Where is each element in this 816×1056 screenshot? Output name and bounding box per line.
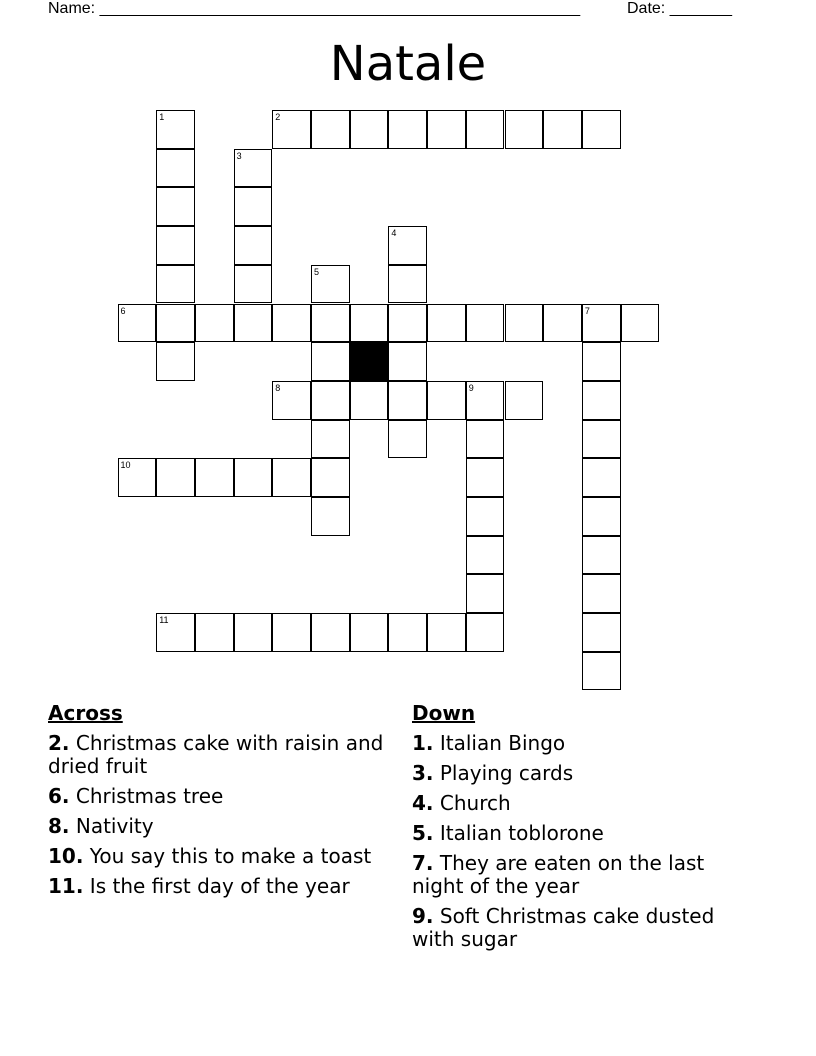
clue-number-label: 7	[584, 305, 590, 316]
clue-number: 7.	[412, 851, 434, 875]
date-field[interactable]: Date: _______	[627, 0, 732, 17]
grid-cell[interactable]	[311, 342, 350, 381]
grid-cell[interactable]	[234, 304, 273, 343]
clue-text: You say this to make a toast	[89, 844, 372, 868]
black-square	[350, 342, 389, 381]
clue-number: 2.	[48, 731, 70, 755]
grid-cell[interactable]	[156, 613, 195, 652]
grid-cell[interactable]	[234, 265, 273, 304]
grid-cell[interactable]	[311, 265, 350, 304]
grid-cell[interactable]	[118, 304, 157, 343]
clue-text: Christmas cake with raisin and dried fruit	[48, 731, 384, 778]
grid-cell[interactable]	[156, 342, 195, 381]
grid-cell[interactable]	[466, 497, 505, 536]
grid-cell[interactable]	[466, 613, 505, 652]
grid-cell[interactable]	[234, 226, 273, 265]
grid-cell[interactable]	[350, 613, 389, 652]
grid-cell[interactable]	[350, 304, 389, 343]
grid-cell[interactable]	[272, 304, 311, 343]
down-clue	[412, 762, 752, 785]
down-clue	[412, 822, 752, 845]
across-clue-list	[48, 732, 388, 898]
grid-cell[interactable]	[388, 265, 427, 304]
clue-number: 1.	[412, 731, 434, 755]
down-heading: Down	[412, 701, 476, 725]
grid-cell[interactable]	[582, 497, 621, 536]
grid-cell[interactable]	[543, 110, 582, 149]
grid-cell[interactable]	[505, 381, 544, 420]
clue-text: Soft Christmas cake dusted with sugar	[412, 904, 715, 951]
grid-cell[interactable]	[311, 613, 350, 652]
grid-cell[interactable]	[311, 458, 350, 497]
grid-cell[interactable]	[272, 458, 311, 497]
grid-cell[interactable]	[388, 226, 427, 265]
clue-number-label: 3	[236, 150, 242, 161]
clue-number: 5.	[412, 821, 434, 845]
grid-cell[interactable]	[311, 497, 350, 536]
grid-cell[interactable]	[195, 304, 234, 343]
clue-text: Nativity	[75, 814, 154, 838]
clue-number: 4.	[412, 791, 434, 815]
clue-text: Is the first day of the year	[89, 874, 350, 898]
grid-cell[interactable]	[505, 304, 544, 343]
grid-cell[interactable]	[156, 458, 195, 497]
across-heading: Across	[48, 701, 123, 725]
grid-cell[interactable]	[311, 304, 350, 343]
grid-cell[interactable]	[234, 613, 273, 652]
grid-cell[interactable]	[621, 304, 660, 343]
clue-text: Playing cards	[439, 761, 574, 785]
across-clue	[48, 875, 388, 898]
clue-text: Italian toblorone	[439, 821, 604, 845]
clue-text: Church	[439, 791, 511, 815]
clue-text: Italian Bingo	[439, 731, 566, 755]
grid-cell[interactable]	[582, 110, 621, 149]
grid-cell[interactable]	[582, 652, 621, 691]
clue-number-label: 11	[159, 615, 169, 626]
clue-number: 9.	[412, 904, 434, 928]
grid-cell[interactable]	[582, 536, 621, 575]
grid-cell[interactable]	[350, 110, 389, 149]
grid-cell[interactable]	[272, 381, 311, 420]
across-clues	[48, 702, 388, 905]
grid-cell[interactable]	[582, 574, 621, 613]
clue-text: Christmas tree	[75, 784, 224, 808]
grid-cell[interactable]	[350, 381, 389, 420]
grid-cell[interactable]	[582, 342, 621, 381]
clue-number-label: 1	[159, 112, 165, 122]
grid-cell[interactable]	[272, 110, 311, 149]
clue-text: They are eaten on the last night of the year	[412, 851, 705, 898]
down-clue	[412, 792, 752, 815]
grid-cell[interactable]	[466, 536, 505, 575]
grid-cell[interactable]	[427, 381, 466, 420]
clue-number-label: 4	[391, 228, 397, 239]
grid-cell[interactable]	[582, 304, 621, 343]
grid-cell[interactable]	[427, 613, 466, 652]
grid-cell[interactable]	[195, 458, 234, 497]
grid-cell[interactable]	[466, 110, 505, 149]
across-clue	[48, 815, 388, 838]
across-clue	[48, 785, 388, 808]
down-clue	[412, 905, 752, 951]
clue-number: 11.	[48, 874, 84, 898]
clue-number-label: 8	[275, 382, 281, 393]
grid-cell[interactable]	[234, 149, 273, 188]
grid-cell[interactable]	[311, 381, 350, 420]
grid-cell[interactable]	[388, 420, 427, 459]
grid-cell[interactable]	[582, 613, 621, 652]
grid-cell[interactable]	[156, 110, 195, 149]
down-clues	[412, 702, 752, 958]
name-field[interactable]: Name: ______________________________________________________	[48, 0, 581, 17]
clue-number-label: 2	[275, 112, 281, 122]
across-clue	[48, 845, 388, 868]
grid-cell[interactable]	[466, 420, 505, 459]
grid-cell[interactable]	[582, 381, 621, 420]
grid-cell[interactable]	[505, 110, 544, 149]
across-clue	[48, 732, 388, 778]
clue-number: 3.	[412, 761, 434, 785]
grid-cell[interactable]	[582, 458, 621, 497]
grid-cell[interactable]	[272, 613, 311, 652]
down-clue	[412, 732, 752, 755]
grid-cell[interactable]	[156, 187, 195, 226]
grid-cell[interactable]	[311, 420, 350, 459]
clue-number: 6.	[48, 784, 70, 808]
grid-cell[interactable]	[427, 304, 466, 343]
grid-cell[interactable]	[543, 304, 582, 343]
grid-cell[interactable]	[118, 458, 157, 497]
grid-cell[interactable]	[388, 304, 427, 343]
grid-cell[interactable]	[388, 613, 427, 652]
grid-cell[interactable]	[156, 304, 195, 343]
grid-cell[interactable]	[466, 574, 505, 613]
clue-number: 10.	[48, 844, 84, 868]
grid-cell[interactable]	[195, 613, 234, 652]
grid-cell[interactable]	[427, 110, 466, 149]
down-clue-list	[412, 732, 752, 951]
grid-cell[interactable]	[466, 458, 505, 497]
grid-cell[interactable]	[466, 381, 505, 420]
grid-cell[interactable]	[388, 381, 427, 420]
clue-number-label: 5	[314, 266, 320, 277]
grid-cell[interactable]	[388, 110, 427, 149]
clue-number-label: 6	[120, 305, 126, 316]
clue-number: 8.	[48, 814, 70, 838]
grid-cell[interactable]	[156, 226, 195, 265]
grid-cell[interactable]	[388, 342, 427, 381]
grid-cell[interactable]	[156, 265, 195, 304]
grid-cell[interactable]	[582, 420, 621, 459]
grid-cell[interactable]	[156, 149, 195, 188]
puzzle-title: Natale	[329, 36, 487, 92]
grid-cell[interactable]	[234, 187, 273, 226]
down-clue	[412, 852, 752, 898]
grid-cell[interactable]	[234, 458, 273, 497]
clue-number-label: 10	[120, 460, 131, 471]
grid-cell[interactable]	[311, 110, 350, 149]
clue-number-label: 9	[468, 382, 474, 393]
grid-cell[interactable]	[466, 304, 505, 343]
